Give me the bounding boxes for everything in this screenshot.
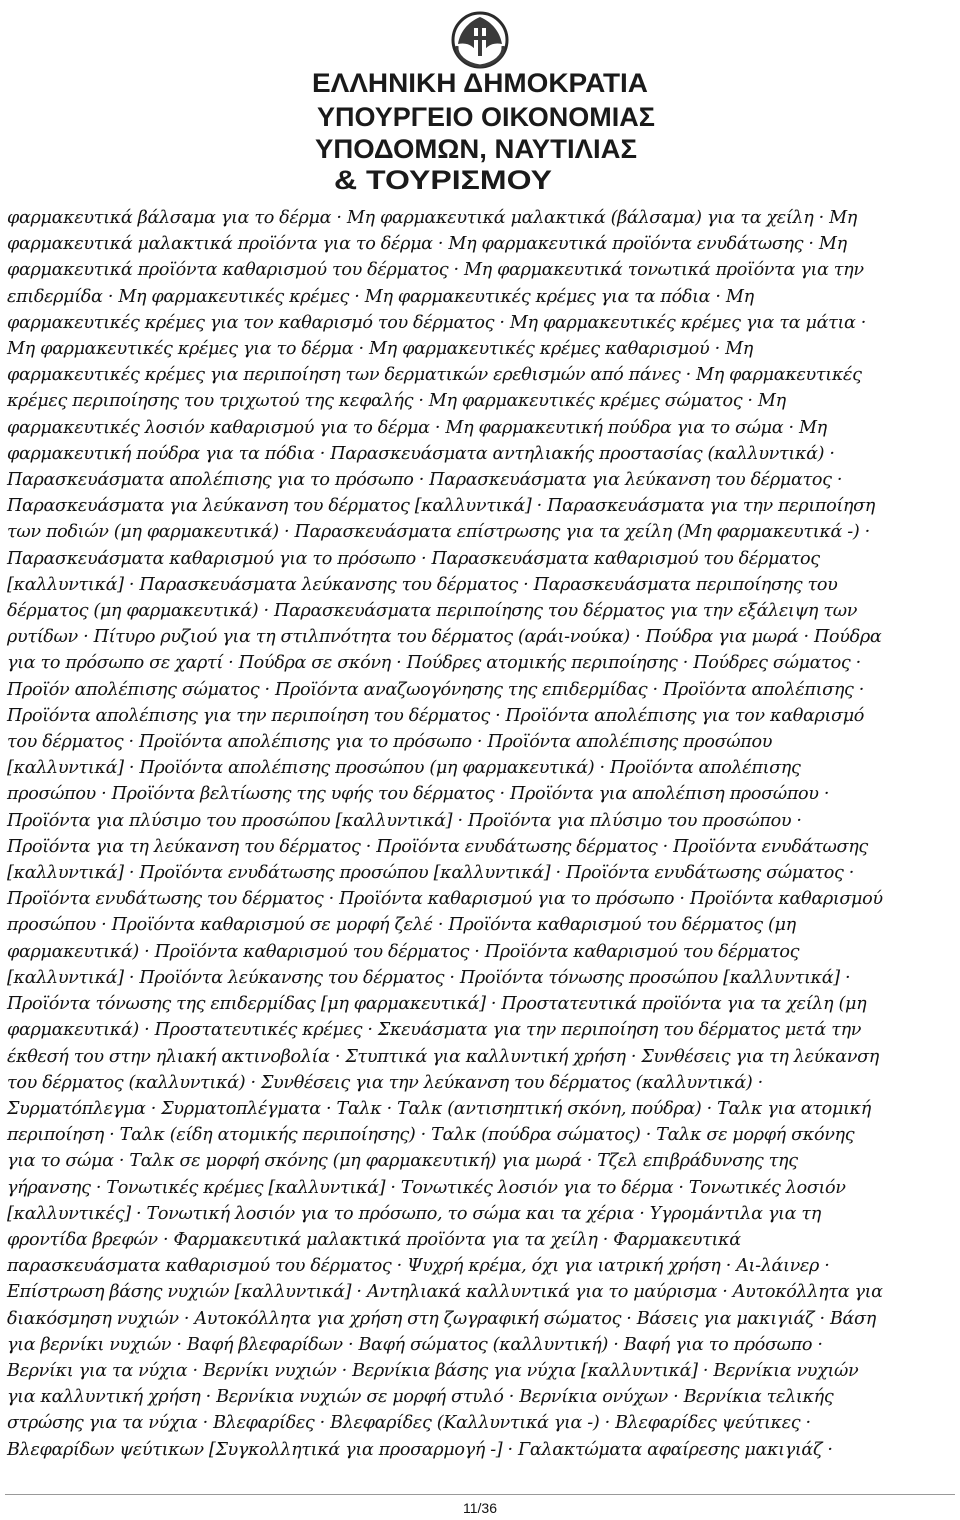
page-number: 11/36	[463, 1500, 497, 1516]
logo-line-4: & ΤΟΥΡΙΣΜΟΥ	[334, 165, 552, 195]
ministry-logo	[290, 6, 670, 198]
goods-list-text: φαρμακευτικά βάλσαμα για το δέρμα · Μη φαρμακευτικά μαλακτικά (βάλσαμα) για τα χείλη · Μη φαρμακευτικά μαλακτικά προϊόντα για το δέρμα · Μη φαρμακευτικά προϊόντα ενυδάτωσης · Μη φαρμακευτικά προϊόντα καθαρισμού του δέρματος · Μη φαρμακευτικά τονωτικά προϊόντα για την επιδερμίδα · Μη φαρμακευτικές κρέμες · Μη φαρμακευτικές κρέμες για τα πόδια · Μη φαρμακευτικές κρέμες για τον καθαρισμό του δέρματος · Μη φαρμακευτικές κρέμες για τα μάτια · Μη φαρμακευτικές κρέμες για το δέρμα · Μη φαρμακευτικές κρέμες καθαρισμού · Μη φαρμακευτικές κρέμες για περιποίηση των δερματικών ερεθισμών από πάνες · Μη φαρμακευτικές κρέμες περιποίησης του τριχωτού της κεφαλής · Μη φαρμακευτικές κρέμες σώματος · Μη φαρμακευτικές λοσιόν καθαρισμού για το δέρμα · Μη φαρμακευτική πούδρα για το σώμα · Μη φαρμακευτική πούδρα για τα πόδια · Παρασκευάσματα αντηλιακής προστασίας (καλλυντικά) · Παρασκευάσματα απολέπισης για το πρόσωπο · Παρασκευάσματα για λεύκανση του δέρματος · Παρασκευάσματα για λεύκανση του δέρματος [καλλυντικά] · Παρασκευάσματα για την περιποίηση των ποδιών (μη φαρμακευτικά) · Παρασκευάσματα επίστρωσης για τα χείλη (Μη φαρμακευτικά -) · Παρασκευάσματα καθαρισμού για το πρόσωπο · Παρασκευάσματα καθαρισμού του δέρματος [καλλυντικά] · Παρασκευάσματα λεύκανσης του δέρματος · Παρασκευάσματα περιποίησης του δέρματος (μη φαρμακευτικά) · Παρασκευάσματα περιποίησης του δέρματος για την εξάλειψη των ρυτίδων · Πίτυρο ρυζιού για τη στιλπνότητα του δέρματος (αράι-νούκα) · Πούδρα για μωρά · Πούδρα για το πρόσωπο σε χαρτί · Πούδρα σε σκόνη · Πούδρες ατομικής περιποίησης · Πούδρες σώματος · Προϊόν απολέπισης σώματος · Προϊόντα αναζωογόνησης της επιδερμίδας · Προϊόντα απολέπισης · Προϊόντα απολέπισης για την περιποίηση του δέρματος · Προϊόντα απολέπισης για τον καθαρισμό του δέρματος · Προϊόντα απολέπισης για το πρόσωπο · Προϊόντα απολέπισης προσώπου [καλλυντικά] · Προϊόντα απολέπισης προσώπου (μη φαρμακευτικά) · Προϊόντα απολέπισης προσώπου · Προϊόντα βελτίωσης της υφής του δέρματος · Προϊόντα για απολέπιση προσώπου · Προϊόντα για πλύσιμο του προσώπου [καλλυντικά] · Προϊόντα για πλύσιμο του προσώπου · Προϊόντα για τη λεύκανση του δέρματος · Προϊόντα ενυδάτωσης δέρματος · Προϊόντα ενυδάτωσης [καλλυντικά] · Προϊόντα ενυδάτωσης προσώπου [καλλυντικά] · Προϊόντα ενυδάτωσης σώματος · Προϊόντα ενυδάτωσης του δέρματος · Προϊόντα καθαρισμού για το πρόσωπο · Προϊόντα καθαρισμού προσώπου · Προϊόντα καθαρισμού σε μορφή ζελέ · Προϊόντα καθαρισμού του δέρματος (μη φαρμακευτικά) · Προϊόντα καθαρισμού του δέρματος · Προϊόντα καθαρισμού του δέρματος [καλλυντικά] · Προϊόντα λεύκανσης του δέρματος · Προϊόντα τόνωσης προσώπου [καλλυντικά] · Προϊόντα τόνωσης της επιδερμίδας [μη φαρμακευτικά] · Προστατευτικά προϊόντα για τα χείλη (μη φαρμακευτικά) · Προστατευτικές κρέμες · Σκευάσματα για την περιποίηση του δέρματος μετά την έκθεσή του στην ηλιακή ακτινοβολία · Στυπτικά για καλλυντική χρήση · Συνθέσεις για τη λεύκανση του δέρματος (καλλυντικά) · Συνθέσεις για την λεύκανση του δέρματος (καλλυντικά) · Συρματόπλεγμα · Συρματοπλέγματα · Ταλκ · Ταλκ (αντισηπτική σκόνη, πούδρα) · Ταλκ για ατομική περιποίηση · Ταλκ (είδη ατομικής περιποίησης) · Ταλκ (πούδρα σώματος) · Ταλκ σε μορφή σκόνης για το σώμα · Ταλκ σε μορφή σκόνης (μη φαρμακευτική) για μωρά · Τζελ επιβράδυνσης της γήρανσης · Τονωτικές κρέμες [καλλυντικά] · Τονωτικές λοσιόν για το δέρμα · Τονωτικές λοσιόν [καλλυντικές] · Τονωτική λοσιόν για το πρόσωπο, το σώμα και τα χέρια · Υγρομάντιλα για τη φροντίδα βρεφών · Φαρμακευτικά μαλακτικά προϊόντα για τα χείλη · Φαρμακευτικά παρασκευάσματα καθαρισμού του δέρματος · Ψυχρή κρέμα, όχι για ιατρική χρήση · Αι-λάινερ · Επίστρωση βάσης νυχιών [καλλυντικά] · Αντηλιακά καλλυντικά για το μαύρισμα · Αυτοκόλλητα για διακόσμηση νυχιών · Αυτοκόλλητα για χρήση στη ζωγραφική σώματος · Βάσεις για μακιγιάζ · Βάση για βερνίκι νυχιών · Βαφή βλεφαρίδων · Βαφή σώματος (καλλυντική) · Βαφή για το πρόσωπο · Βερνίκι για τα νύχια · Βερνίκι νυχιών · Βερνίκια βάσης για νύχια [καλλυντικά] · Βερνίκια νυχιών για καλλυντική χρήση · Βερνίκια νυχιών σε μορφή στυλό · Βερνίκια ονύχων · Βερνίκια τελικής στρώσης για τα νύχια · Βλεφαρίδες · Βλεφαρίδες (Καλλυντικά για -) · Βλεφαρίδες ψεύτικες · Βλεφαρίδων ψεύτικων [Συγκολλητικά για προσαρμογή -] · Γαλακτώματα αφαίρεσης μακιγιάζ ·	[7, 208, 883, 1460]
logo-line-1: ΕΛΛΗΝΙΚΗ ΔΗΜΟΚΡΑΤΙΑ	[312, 68, 648, 98]
emblem-of-greece-icon	[453, 13, 507, 67]
logo-line-3: ΥΠΟΔΟΜΩΝ, ΝΑΥΤΙΛΙΑΣ	[315, 134, 637, 164]
footer-divider	[5, 1494, 955, 1495]
logo-line-2: ΥΠΟΥΡΓΕΙΟ ΟΙΚΟΝΟΜΙΑΣ	[317, 102, 655, 132]
